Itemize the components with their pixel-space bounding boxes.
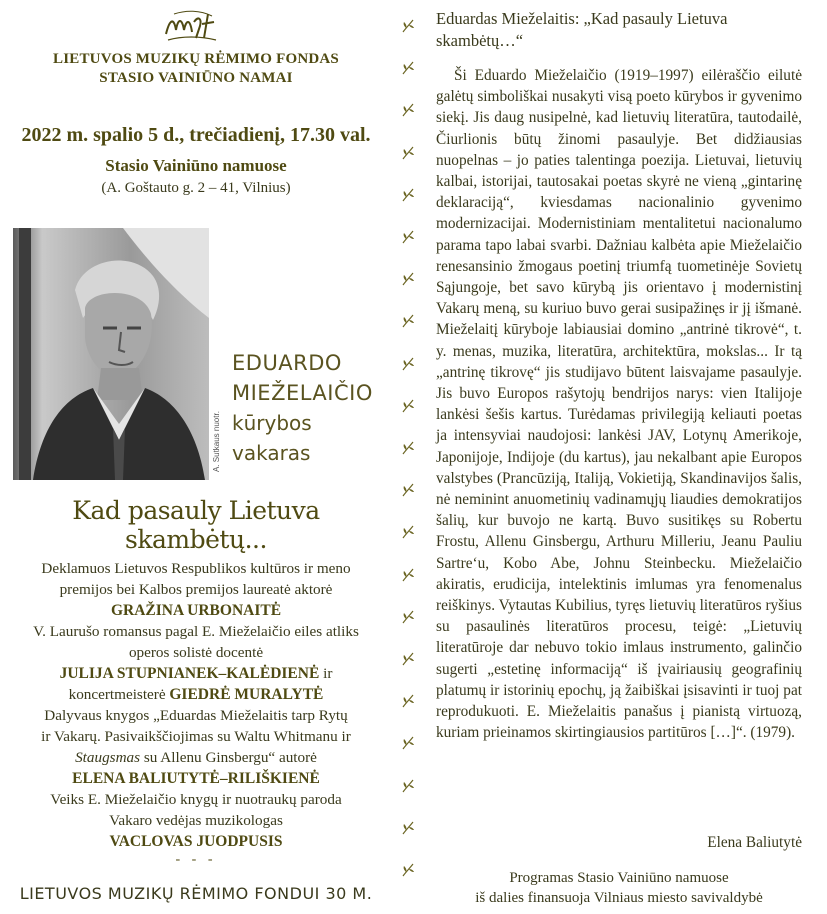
performer-3-line [0, 684, 392, 705]
leaf-sprig-icon [400, 187, 416, 203]
author-desc-1: Dalyvaus knygos „Eduardas Mieželaitis tarp Rytų [44, 707, 348, 724]
leaf-sprig-icon [400, 229, 416, 245]
article-signature: Elena Baliutytė [707, 834, 802, 851]
performer-2-desc-2: operos solistė docentė [128, 644, 264, 661]
leaf-sprig-icon [400, 609, 416, 625]
event-subtitle-line-1: kūrybos [232, 411, 312, 435]
article-text: Ši Eduardo Mieželaičio (1919–1997) eilėraščio eilutė galėtų simboliškai nusakyti visą poeto kūrybos ir gyvenimo siekį. Jis daug nusipelnė, kad lietuvių literatūra, tautodailė, Čiurlionis būtų žinomi pasaulyje. Bet didžiausias nuopelnas – jo paties talentinga poezija. Lietuvai, lietuvių kalbai, istorijai, tautosakai poetas skyrė ne vieną „gintarinę deklaraciją“, kviesdamas nacionalinio gyvenimo modernizacijai. Modernistiniam mentalitetui nacionalumo parama tapo labai svarbi. Dažniau kalbėta apie Mieželaičio renesansinio žmogaus poetinį triumfą tuometinėje Sovietų Sąjungoje, bet savo kūrybą jis orientavo į modernistinį Vakarų meną, su kuriuo buvo gerai susipažinęs ir jį išmanė. Mieželaitį kūryboje labiausiai domino „antrinė tikrovė“, t. y. menas, muzika, literatūra, architektūra, mokslas... Ir tą „antrinę tikrovę“ jis studijavo būtent laisvajame pasaulyje. Jis buvo Europos rašytojų bendrijos narys: vien Italijoje lankėsi šešis kartus. Turėdamas privilegiją keliauti poetas ja intensyviai naudojosi: lankėsi JAV, Lotynų Amerikoje, Japonijoje, Indijoje (du kartus), jau nekalbant apie Europos valstybes (Prancūziją, Italiją, Vokietiją, Skandinavijos šalis, nė neminint anuometinių vadinamųjų liaudies demokratijos šalių, kur buvojo ne kartą. Buvo susitikęs su Robertu Frostu, Allenu Ginsbergu, Arthuru Milleriu, Jeanu Pauliu Sartre‘u, Kobo Abe, Johnu Steinbecku. Mieželaičio akiratis, erudicija, intelektinis imlumas yra fenomenalus reiškinys. Vytautas Kubilius, tyręs lietuvių literatūros ryšius su pasaulinės literatūros procesu, teigė: „Lietuvių literatūroje dar nebuvo tokio imlaus instrumento, galinčio sugerti „estetinę informaciją“ iš įvairiausių geografinių platumų ir istorinių epochų, ją žaibiškai įsisavinti ir tuoj pat reprodukuoti. E. Mieželaitis panašus į pianistą virtuozą, kuriam prieinamos skirtingiausios partitūros […]“. (1979). [436, 67, 802, 742]
leaf-sprig-icon [400, 145, 416, 161]
organization-line-1: LIETUVOS MUZIKŲ RĖMIMO FONDAS [53, 51, 339, 67]
leaf-sprig-icon [400, 18, 416, 34]
leaf-sprig-icon [400, 693, 416, 709]
performer-1-desc-1: Deklamuos Lietuvos Respublikos kultūros ir meno [41, 560, 351, 577]
poet-portrait-photo [13, 228, 209, 480]
leaf-sprig-icon [400, 778, 416, 794]
performer-1-name: GRAŽINA URBONAITĖ [110, 602, 282, 619]
event-name-line-1: EDUARDO [232, 351, 342, 375]
funding-note-line-1: Programas Stasio Vainiūno namuose [509, 870, 729, 886]
funding-note [436, 868, 802, 908]
leaf-sprig-icon [400, 271, 416, 287]
leaf-sprig-icon [400, 482, 416, 498]
event-date: 2022 m. spalio 5 d., trečiadienį, 17.30 val. [21, 124, 371, 146]
performer-1-desc-2: premijos bei Kalbos premijos laureatė aktorė [59, 581, 333, 598]
host-desc: Vakaro vedėjas muzikologas [109, 812, 283, 829]
leaf-sprig-icon [400, 735, 416, 751]
leaf-sprig-icon [400, 398, 416, 414]
leaf-sprig-icon [400, 102, 416, 118]
author-desc-3-rest: su Allenu Ginsbergu“ autorė [140, 749, 317, 766]
exhibition-note: Veiks E. Mieželaičio knygų ir nuotraukų paroda [50, 791, 342, 808]
leaf-sprig-icon [400, 313, 416, 329]
author-name: ELENA BALIUTYTĖ–RILIŠKIENĖ [72, 770, 320, 787]
author-desc-2: ir Vakarų. Pasivaikščiojimas su Waltu Whitmanu ir [41, 728, 351, 745]
leaf-sprig-icon [400, 862, 416, 878]
author-desc-3 [0, 747, 392, 768]
performer-2-desc-1: V. Laurušo romansus pagal E. Mieželaičio eiles atliks [33, 623, 359, 640]
anniversary-line: LIETUVOS MUZIKŲ RĖMIMO FONDUI 30 M. [19, 884, 373, 903]
event-subtitle-line-2: vakaras [232, 441, 311, 465]
performer-2-and: ir [319, 665, 333, 682]
separator-dashes: - - - [175, 852, 217, 867]
left-column [0, 0, 392, 914]
performer-2-name-line [0, 663, 392, 684]
event-title-block [232, 348, 372, 468]
performer-2-name: JULIJA STUPNIANEK–KALĖDIENĖ [59, 665, 320, 682]
right-column [436, 0, 802, 914]
leaf-sprig-icon [400, 567, 416, 583]
mrf-logo-icon [160, 8, 222, 46]
article-heading: Eduardas Mieželaitis: „Kad pasauly Lietuva skambėtų…“ [436, 9, 728, 50]
leaf-sprig-icon [400, 440, 416, 456]
performer-3-name: GIEDRĖ MURALYTĖ [169, 686, 324, 703]
leaf-sprig-icon [400, 820, 416, 836]
performer-3-role: koncertmeisterė [68, 686, 170, 703]
ornament-column [400, 18, 420, 898]
organization-heading [0, 50, 392, 88]
leaf-sprig-icon [400, 524, 416, 540]
event-address: (A. Goštauto g. 2 – 41, Vilnius) [101, 180, 291, 196]
leaf-sprig-icon [400, 356, 416, 372]
organization-line-2: STASIO VAINIŪNO NAMAI [99, 70, 293, 86]
event-tagline: Kad pasauly Lietuva skambėtų... [72, 496, 320, 554]
performers-section [0, 558, 392, 852]
host-name: VACLOVAS JUODPUSIS [109, 833, 283, 850]
leaf-sprig-icon [400, 651, 416, 667]
event-name-line-2: MIEŽELAIČIO [232, 381, 373, 405]
event-venue: Stasio Vainiūno namuose [105, 156, 287, 175]
leaf-sprig-icon [400, 60, 416, 76]
photo-credit: A. Sutkaus nuotr. [212, 411, 221, 472]
book-title-italic: Staugsmas [75, 749, 141, 766]
funding-note-line-2: iš dalies finansuoja Vilniaus miesto savivaldybė [475, 890, 763, 906]
